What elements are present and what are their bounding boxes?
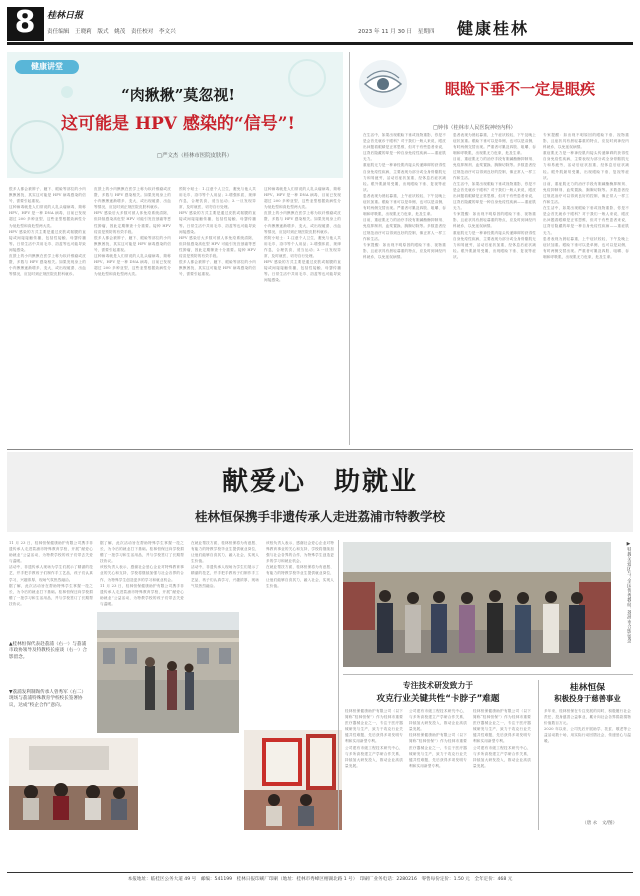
hpv-para: 这种病毒就是人们常说的人乳头瘤病毒，简称 HPV。HPV 是一种 DNA 病毒，目前已发现超过 200 多种亚型，这些亚型根据致病性分为低危型和高危型两大类。 (9, 205, 86, 228)
hpv-para: HPV 感染的方式主要是通过皮肤或黏膜的直接或间接接触传播，包括性接触、母婴传播等。日常生活中共用毛巾、浴盆等也可能导致间接感染。 (9, 229, 86, 252)
eyelid-para: 重症肌无力是一种神经肌肉接头传递障碍的获得性自身免疫性疾病，主要表现为部分或全身骨骼肌无力和易疲劳，活动后症状加重，经休息后症状减轻。眼外肌最易受累，出现眼睑下垂、复视等症状。 (453, 230, 536, 259)
eyelid-para: 专家提醒：如出现不明原因的眼睑下垂、视物重影，且症状具有晨轻暮重的特点，应及时到神经内科就诊，以免延误病情。 (453, 212, 536, 229)
hpv-para: 预防小贴士：1.注意个人卫生，避免与他人共用毛巾、浴巾等个人用品；2.增强体质，规律作息，合理饮食，适当运动；3.一旦发现异常，及时就医，切勿自行处理。 (264, 235, 341, 259)
hpv-para: 皮肤上的小肉揪揪在医学上称为软纤维瘤或皮赘，多数与 HPV 感染相关。如果发现身上的小肉揪揪逐渐增多、变大，或出现破溃、出血等情况，应及时到正规医院皮肤科就诊。 (9, 254, 86, 277)
hpv-para: HPV 感染的方式主要是通过皮肤或黏膜的直接或间接接触传播，包括性接触、母婴传播等。日常生活中共用毛巾、浴盆等也可能导致间接感染。 (264, 260, 341, 283)
hpv-headline-2: 这可能是 HPV 感染的“信号”! (61, 114, 295, 134)
hpv-para: 很多人都会被脖子、腋下、眼睑等部位的小肉揪揪困扰，其实这可能是 HPV 病毒感染的信号，需要引起重视。 (9, 187, 86, 204)
banner-col-1 (9, 540, 93, 640)
eyelid-headline: 眼睑下垂不一定是眼疾 (444, 80, 595, 98)
eyelid-para: 在生活中，如果出现眼睑下垂或视物重影，你是不是会首先就诊于眼科？对于我们一般人来说，眼皮出问题看眼睛是正常思维，但对于有些患者来说，这背后隐藏的却是一种自身免疫性疾病——重症肌无力。 (453, 181, 536, 211)
eyelid-para: 患者表现为晨轻暮重，上午症状较轻，下午及晚上症状加重。眼睑下垂可以是单侧，也可以是双侧，有时两侧交替出现。严重者可累及四肢、咀嚼、吞咽和呼吸肌，出现肌无力危象，危及生命。 (453, 133, 536, 156)
paper-name: 桂林日报 (47, 11, 84, 21)
charity-title-big: 桂林恒保 (569, 683, 606, 693)
header-rule (7, 42, 633, 45)
hpv-col-4 (264, 186, 341, 444)
rnd-col-1 (345, 708, 403, 830)
date-line: 2023 年 11 月 30 日 星期四 (358, 29, 435, 35)
hpv-col-3 (179, 186, 256, 444)
hpv-para: HPV 感染的方式主要是通过皮肤或黏膜的直接或间接接触传播，包括性接触、母婴传播等。日常生活中共用毛巾、浴盆等也可能导致间接感染。 (179, 211, 256, 234)
hpv-para: 这种病毒就是人们常说的人乳头瘤病毒，简称 HPV。HPV 是一种 DNA 病毒，目前已发现超过 200 多种亚型，这些亚型根据致病性分为低危型和高危型两大类。 (264, 187, 341, 210)
hpv-byline: □严文杰（桂林市医院皮肤科） (157, 153, 233, 159)
column-tag: 健康讲堂 (15, 60, 79, 74)
hpv-col-1 (9, 186, 86, 444)
hpv-para: 很多人都会被脖子、腋下、眼睑等部位的小肉揪揪困扰，其实这可能是 HPV 病毒感染的信号，需要引起重视。 (94, 235, 171, 252)
hpv-para: 预防小贴士：1.注意个人卫生，避免与他人共用毛巾、浴巾等个人用品；2.增强体质，规律作息，合理饮食，适当运动；3.一旦发现异常，及时就医，切勿自行处理。 (179, 187, 256, 210)
eyelid-col-3 (543, 132, 629, 444)
photo-exhibition (244, 730, 342, 830)
eye-illustration (357, 58, 409, 110)
editors-line: 责任编辑 王晓莉 版式 姚茂 责任校对 李文兴 (47, 29, 176, 35)
eyelid-para: 重症肌无力是一种神经肌肉接头传递障碍的获得性自身免疫性疾病，主要表现为部分或全身骨骼肌无力和易疲劳，活动后症状加重，经休息后症状减轻。眼外肌最易受累，出现眼睑下垂、复视等症状。 (363, 163, 446, 192)
rnd-title-big: 攻克行业关键共性“卡脖子”难题 (376, 694, 500, 704)
eyelid-col-1 (363, 132, 446, 444)
rnd-col-2 (409, 708, 467, 830)
footer-rule (7, 872, 633, 873)
rnd-para: 桂林恒保健康助护有限公司（以下简称“桂林恒保”）作为桂林市重要医疗器械企业之一，专注于医疗器械研发与生产，致力于攻克行业关键共性难题，先后获得多项发明专利和实用新型专利。 (473, 709, 531, 744)
subsection-rule (343, 674, 633, 675)
banner-para: 在就业帮扶方面，桂林恒保将为有意愿、有能力的特教学校毕业生提供就业岗位，让他们能够自食其力，融入社会，实现人生价值。 (191, 541, 259, 564)
caption-photo1: ▲桂林恒保代表赴荔浦（右一）与荔浦市政协领导及特教校长座谈（右一）合影留念。 (9, 642, 88, 660)
school-visit-illustration (97, 612, 239, 733)
eyelid-para: 专家提醒：如出现不明原因的眼睑下垂、视物重影，且症状具有晨轻暮重的特点，应及时到神经内科就诊，以免延误病情。 (363, 242, 446, 259)
eyelid-para: 目前，重症肌无力的治疗手段有胆碱酯酶抑制剂、免疫抑制剂、血浆置换、胸腺切除等。多数患者经过规范治疗可以得到良好的控制，像正常人一样工作和生活。 (543, 181, 629, 205)
rnd-para: 公司建有市级工程技术研究中心，与多所高校建立产学研合作关系，持续加大研发投入，推动企业高质量发展。 (409, 709, 467, 732)
banner-main-title: 献爱心 助就业 (221, 467, 418, 497)
rnd-para: 桂林恒保健康助护有限公司（以下简称“桂林恒保”）作为桂林市重要医疗器械企业之一，专注于医疗器械研发与生产，致力于攻克行业关键共性难题，先后获得多项发明专利和实用新型专利。 (345, 709, 403, 744)
hpv-para: 很多人都会被脖子、腋下、眼睑等部位的小肉揪揪困扰，其实这可能是 HPV 病毒感染的信号，需要引起重视。 (179, 260, 256, 277)
footer-line: 本报地址：临桂区公务大道 49 号 邮编：541199 桂林日报印刷厂印刷（地址：桂林市秀峰区榕湖北路 1 号） 印刷厂业务电话：2280216 零售每份定价：1.50 元 全年定价：468 元 (127, 877, 513, 882)
banner-para: 据了解，此次活动旨在帮助特殊学生掌握一技之长，为今后的就业打下基础。桂林恒保还向学校捐赠了一批学习和生活用品，并与学校签订了长期帮扶协议。 (100, 541, 184, 564)
banner (7, 452, 633, 532)
hpv-col-2 (94, 186, 171, 444)
charity-para: 多年来，桂林恒保在专注发展的同时，积极履行社会责任，投身慈善公益事业，累计向社会各界捐款捐物价值数百万元。 (544, 709, 631, 726)
hpv-headline-1: “肉揪揪”莫忽视! (121, 86, 235, 104)
article-eyelid (355, 52, 633, 447)
eyelid-para: 患者表现为晨轻暮重，上午症状较轻，下午及晚上症状加重。眼睑下垂可以是单侧，也可以是双侧，有时两侧交替出现。严重者可累及四肢、咀嚼、吞咽和呼吸肌，出现肌无力危象，危及生命。 (543, 236, 629, 259)
eyelid-para: 患者表现为晨轻暮重，上午症状较轻，下午及晚上症状加重。眼睑下垂可以是单侧，也可以是双侧，有时两侧交替出现。严重者可累及四肢、咀嚼、吞咽和呼吸肌，出现肌无力危象，危及生命。 (363, 193, 446, 217)
sub-article-charity (542, 680, 633, 832)
banner-para: 11 月 23 日，桂林恒保健康助护有限公司携手非遗传承人走进荔浦市特殊教育学校，开展“献爱心 助就业”公益活动，为特教学校的孩子们带去关爱与温暖。 (9, 541, 93, 564)
column-divider (538, 680, 539, 830)
section-rule (7, 449, 633, 450)
sub-article-rnd (343, 680, 533, 832)
eyelid-para: 重症肌无力是一种神经肌肉接头传递障碍的获得性自身免疫性疾病，主要表现为部分或全身骨骼肌无力和易疲劳，活动后症状加重，经休息后症状减轻。眼外肌最易受累，出现眼睑下垂、复视等症状。 (543, 151, 629, 180)
photo-school-visit (97, 612, 239, 733)
banner-para: 该校负责人表示，感谢社会爱心企业对特殊教育事业的关心和支持，学校将继续加强与社会各界的合作，为特殊学生创造更多的学习和就业机会。 (266, 541, 334, 564)
eyelid-para: 在生活中，如果出现眼睑下垂或视物重影，你是不是会首先就诊于眼科？对于我们一般人来说，眼皮出问题看眼睛是正常思维，但对于有些患者来说，这背后隐藏的却是一种自身免疫性疾病——重症肌无力。 (363, 133, 446, 162)
eyelid-byline: □钟伟（桂林市人民医院神经内科） (433, 125, 516, 131)
eyelid-para: 专家提醒：如出现不明原因的眼睑下垂、视物重影，且症状具有晨轻暮重的特点，应及时到神经内科就诊，以免延误病情。 (543, 133, 629, 150)
eyelid-para: 目前，重症肌无力的治疗手段有胆碱酯酶抑制剂、免疫抑制剂、血浆置换、胸腺切除等。多数患者经过规范治疗可以得到良好的控制，像正常人一样工作和生活。 (363, 218, 446, 241)
caption-photo2: ▼荔浦发利制陶传承人曾秀军（右二）现场与荔浦特殊教育学校校长签署协议，达成“校企合作”意向。 (9, 690, 87, 708)
rnd-col-3 (473, 708, 531, 830)
classroom-illustration (9, 738, 138, 830)
banner-para: 该校负责人表示，感谢社会爱心企业对特殊教育事业的关心和支持，学校将继续加强与社会各界的合作，为特殊学生创造更多的学习和就业机会。 (100, 565, 184, 582)
charity-para: 2020 年以来，公司先后开展助学、扶贫、敬老等公益活动数十场，用实际行动回馈社会，传递爱心与温暖。 (544, 727, 631, 744)
charity-body (544, 708, 631, 818)
banner-para: 活动中，非遗传承人现场为学生们展示了精湛的技艺，并手把手教孩子们制作手工艺品，孩子们认真学习，兴趣浓厚，现场气氛热烈融洽。 (9, 565, 93, 582)
banner-para: 据了解，此次活动旨在帮助特殊学生掌握一技之长，为今后的就业打下基础。桂林恒保还向学校捐赠了一批学习和生活用品，并与学校签订了长期帮扶协议。 (9, 583, 93, 606)
photo-classroom (9, 738, 138, 830)
banner-para: 活动中，非遗传承人现场为学生们展示了精湛的技艺，并手把手教孩子们制作手工艺品，孩子们认真学习，兴趣浓厚，现场气氛热烈融洽。 (191, 565, 259, 588)
charity-signature: （唐 永 文/图） (582, 821, 618, 826)
section-title: 健康桂林 (457, 19, 530, 38)
rnd-para: 公司建有市级工程技术研究中心，与多所高校建立产学研合作关系，持续加大研发投入，推动企业高质量发展。 (473, 745, 531, 768)
rnd-para: 公司建有市级工程技术研究中心，与多所高校建立产学研合作关系，持续加大研发投入，推动企业高质量发展。 (345, 745, 403, 768)
rnd-title-small: 专注技术研发致力于 (402, 681, 474, 690)
page-number: 8 (14, 5, 36, 40)
eyelid-para: 目前，重症肌无力的治疗手段有胆碱酯酶抑制剂、免疫抑制剂、血浆置换、胸腺切除等。多数患者经过规范治疗可以得到良好的控制，像正常人一样工作和生活。 (453, 157, 536, 180)
hpv-para: 这种病毒就是人们常说的人乳头瘤病毒，简称 HPV。HPV 是一种 DNA 病毒，目前已发现超过 200 多种亚型，这些亚型根据致病性分为低危型和高危型两大类。 (94, 254, 171, 277)
group-illustration (343, 542, 611, 667)
photo-group (343, 542, 611, 667)
hpv-para: HPV 感染后大多数可被人体免疫系统清除，但持续感染高危型 HPV 可能引发宫颈癌等恶性肿瘤，因此定期筛查十分重要。接种 HPV 疫苗是预防的有效手段。 (179, 235, 256, 259)
rnd-para: 桂林恒保健康助护有限公司（以下简称“桂林恒保”）作为桂林市重要医疗器械企业之一，专注于医疗器械研发与生产，致力于攻克行业关键共性难题，先后获得多项发明专利和实用新型专利。 (409, 733, 467, 768)
banner-col-4 (266, 540, 334, 615)
page-header (0, 0, 640, 46)
photo-side-caption: ▶特教关爱团与“全国优秀教师”荔浦市合影留念 (626, 542, 631, 644)
hpv-para: HPV 感染后大多数可被人体免疫系统清除，但持续感染高危型 HPV 可能引发宫颈癌等恶性肿瘤，因此定期筛查十分重要。接种 HPV 疫苗是预防的有效手段。 (94, 211, 171, 234)
hpv-para: 皮肤上的小肉揪揪在医学上称为软纤维瘤或皮赘，多数与 HPV 感染相关。如果发现身上的小肉揪揪逐渐增多、变大，或出现破溃、出血等情况，应及时到正规医院皮肤科就诊。 (264, 211, 341, 234)
hpv-head-panel (7, 52, 343, 178)
hpv-para: 皮肤上的小肉揪揪在医学上称为软纤维瘤或皮赘，多数与 HPV 感染相关。如果发现身上的小肉揪揪逐渐增多、变大，或出现破溃、出血等情况，应及时到正规医院皮肤科就诊。 (94, 187, 171, 210)
banner-subtitle: 桂林恒保携手非遗传承人走进荔浦市特教学校 (194, 509, 445, 524)
exhibition-illustration (244, 730, 342, 830)
article-hpv (7, 52, 343, 447)
banner-para: 11 月 23 日，桂林恒保健康助护有限公司携手非遗传承人走进荔浦市特殊教育学校，开展“献爱心 助就业”公益活动，为特教学校的孩子们带去关爱与温暖。 (100, 583, 184, 606)
column-divider (349, 52, 350, 445)
charity-title-small: 积极投身于慈善事业 (554, 694, 621, 703)
banner-para: 在就业帮扶方面，桂林恒保将为有意愿、有能力的特教学校毕业生提供就业岗位，让他们能够自食其力，融入社会，实现人生价值。 (266, 565, 334, 588)
eyelid-col-2 (453, 132, 536, 444)
eyelid-para: 在生活中，如果出现眼睑下垂或视物重影，你是不是会首先就诊于眼科？对于我们一般人来说，眼皮出问题看眼睛是正常思维，但对于有些患者来说，这背后隐藏的却是一种自身免疫性疾病——重症肌无力。 (543, 206, 629, 235)
column-divider (338, 540, 339, 830)
